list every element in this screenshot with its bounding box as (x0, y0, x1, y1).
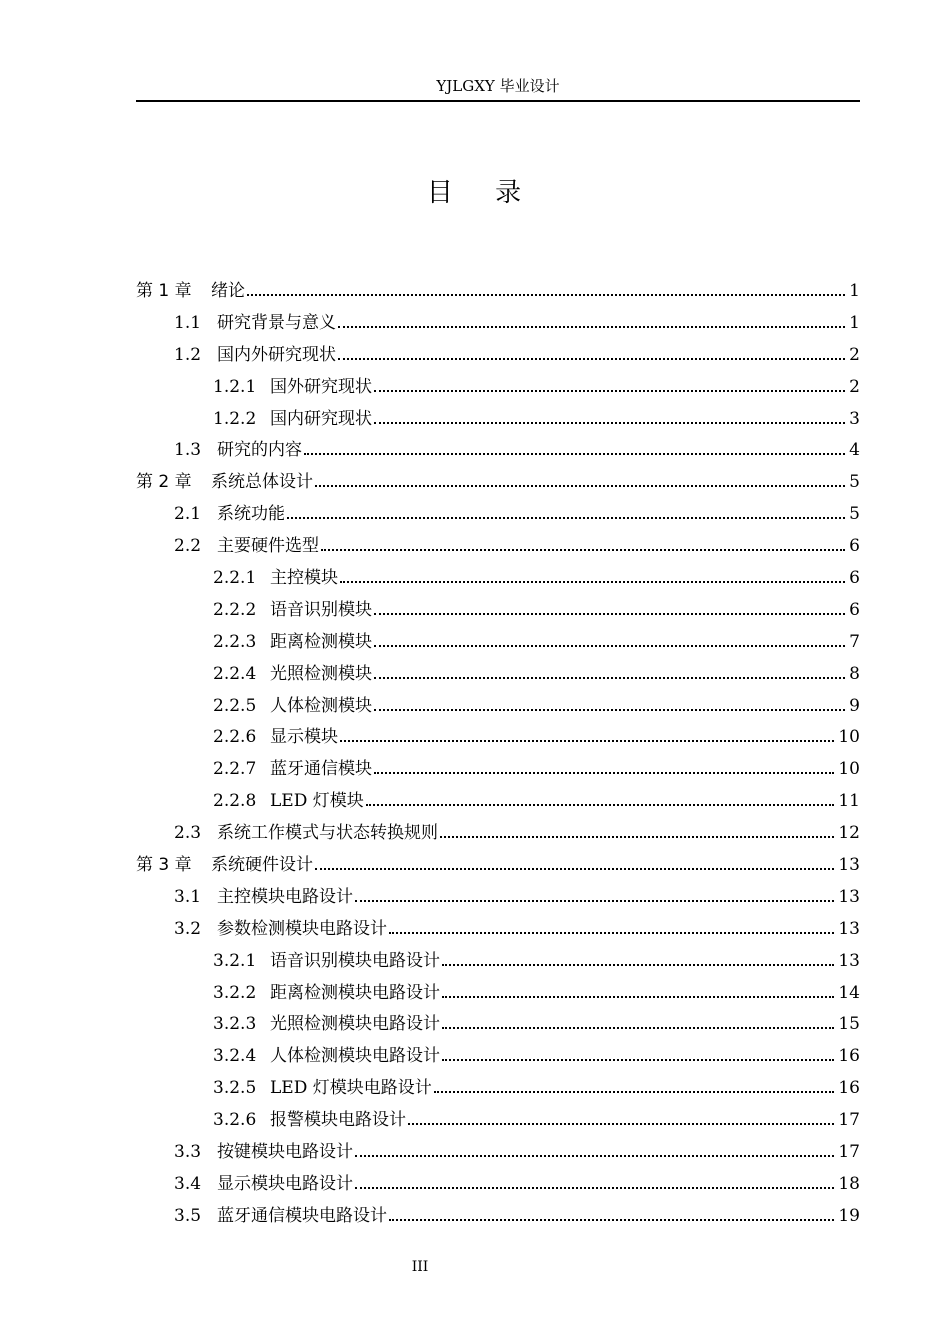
toc-entry[interactable] (136, 404, 860, 436)
toc-entry-page: 11 (838, 791, 860, 812)
toc-entry-title: 主控模块 (270, 568, 338, 589)
toc-entry-number: 2.2 (174, 536, 202, 557)
toc-entry-number: 3.2.4 (213, 1046, 257, 1067)
toc-entry-title: 距离检测模块电路设计 (270, 982, 440, 1003)
toc-entry[interactable] (136, 627, 860, 659)
toc-entry[interactable] (136, 1169, 860, 1201)
toc-entry-page: 4 (849, 440, 860, 461)
toc-entry-title: 按键模块电路设计 (217, 1142, 353, 1163)
toc-entry-number: 2.2.5 (213, 695, 257, 716)
toc-dot-leader (340, 740, 834, 742)
toc-entry-page: 1 (849, 312, 860, 333)
toc-dot-leader (374, 390, 845, 392)
toc-entry[interactable] (136, 850, 860, 882)
toc-entry-number: 1.2.1 (213, 376, 257, 397)
toc-entry-number: 3.4 (174, 1173, 202, 1194)
toc-entry[interactable] (136, 978, 860, 1010)
toc-dot-leader (374, 677, 845, 679)
toc-entry[interactable] (136, 659, 860, 691)
toc-entry[interactable] (136, 914, 860, 946)
toc-dot-leader (287, 517, 845, 519)
toc-dot-leader (374, 709, 845, 711)
toc-entry-title: 光照检测模块电路设计 (270, 1014, 440, 1035)
toc-title: 目 录 (426, 178, 524, 208)
toc-dot-leader (434, 1091, 835, 1093)
toc-entry-page: 14 (838, 982, 860, 1003)
toc-entry-title: 系统工作模式与状态转换规则 (217, 823, 438, 844)
toc-dot-leader (442, 964, 834, 966)
toc-entry-page: 15 (838, 1014, 860, 1035)
toc-dot-leader (389, 932, 834, 934)
toc-entry-page: 17 (838, 1142, 860, 1163)
toc-entry-page: 13 (838, 950, 860, 971)
toc-entry-page: 10 (838, 727, 860, 748)
toc-entry-page: 5 (849, 472, 860, 493)
toc-dot-leader (442, 996, 834, 998)
toc-entry[interactable] (136, 786, 860, 818)
toc-dot-leader (442, 1059, 834, 1061)
toc-dot-leader (338, 326, 845, 328)
header-rule (136, 100, 860, 102)
toc-entry-number: 3.2.6 (213, 1110, 257, 1131)
toc-entry[interactable] (136, 340, 860, 372)
toc-dot-leader (355, 1187, 834, 1189)
toc-entry[interactable] (136, 595, 860, 627)
toc-dot-leader (355, 1155, 834, 1157)
toc-dot-leader (374, 645, 845, 647)
toc-entry-title: 主控模块电路设计 (217, 886, 353, 907)
toc-entry[interactable] (136, 1041, 860, 1073)
toc-entry[interactable] (136, 754, 860, 786)
toc-dot-leader (440, 836, 834, 838)
toc-entry-page: 16 (838, 1078, 860, 1099)
toc-dot-leader (247, 294, 845, 296)
toc-entry-title: 显示模块电路设计 (217, 1173, 353, 1194)
toc-dot-leader (321, 549, 845, 551)
toc-entry[interactable] (136, 276, 860, 308)
toc-entry-page: 6 (849, 599, 860, 620)
toc-entry-title: 距离检测模块 (270, 631, 372, 652)
toc-entry-number: 3.3 (174, 1142, 202, 1163)
toc-entry-title: 人体检测模块 (270, 695, 372, 716)
toc-entry[interactable] (136, 435, 860, 467)
toc-entry-number: 2.2.2 (213, 599, 257, 620)
toc-dot-leader (408, 1123, 834, 1125)
toc-entry[interactable] (136, 882, 860, 914)
toc-entry-title: 系统硬件设计 (211, 855, 313, 876)
toc-entry[interactable] (136, 818, 860, 850)
toc-entry-title: 语音识别模块 (270, 599, 372, 620)
toc-entry-title: 蓝牙通信模块电路设计 (217, 1205, 387, 1226)
toc-entry-page: 10 (838, 759, 860, 780)
toc-entry-page: 6 (849, 568, 860, 589)
toc-entry[interactable] (136, 499, 860, 531)
toc-entry[interactable] (136, 946, 860, 978)
toc-entry-title: 系统总体设计 (211, 472, 313, 493)
toc-entry-title: 系统功能 (217, 504, 285, 525)
toc-list (136, 276, 860, 1233)
toc-entry[interactable] (136, 1137, 860, 1169)
toc-entry-number: 3.1 (174, 886, 202, 907)
toc-entry-number: 3.2.5 (213, 1078, 257, 1099)
toc-entry-title: 光照检测模块 (270, 663, 372, 684)
toc-entry[interactable] (136, 563, 860, 595)
toc-entry-number: 3.2.2 (213, 982, 257, 1003)
toc-entry-number: 第 1 章 (136, 281, 192, 301)
toc-entry-title: 语音识别模块电路设计 (270, 950, 440, 971)
toc-entry-page: 18 (838, 1173, 860, 1194)
toc-entry[interactable] (136, 691, 860, 723)
toc-entry-page: 2 (849, 376, 860, 397)
toc-entry-page: 6 (849, 536, 860, 557)
toc-dot-leader (315, 485, 845, 487)
toc-entry-number: 第 2 章 (136, 472, 192, 493)
toc-entry[interactable] (136, 372, 860, 404)
toc-dot-leader (355, 900, 834, 902)
toc-entry-number: 2.2.3 (213, 631, 257, 652)
toc-entry-page: 9 (849, 695, 860, 716)
toc-entry-number: 2.2.8 (213, 791, 257, 812)
toc-entry-page: 13 (838, 886, 860, 907)
toc-entry[interactable] (136, 1105, 860, 1137)
toc-entry-number: 3.2.3 (213, 1014, 257, 1035)
toc-entry-number: 2.2.7 (213, 759, 257, 780)
toc-dot-leader (374, 613, 845, 615)
toc-entry-number: 2.3 (174, 823, 202, 844)
toc-entry-number: 1.2 (174, 344, 202, 365)
toc-entry-page: 13 (838, 855, 860, 876)
toc-entry-page: 13 (838, 918, 860, 939)
toc-dot-leader (340, 581, 845, 583)
toc-dot-leader (374, 772, 834, 774)
toc-entry-page: 12 (838, 823, 860, 844)
toc-entry-page: 3 (849, 408, 860, 429)
toc-dot-leader (315, 868, 834, 870)
toc-entry-number: 3.2 (174, 918, 202, 939)
toc-entry-page: 1 (849, 281, 860, 301)
toc-dot-leader (304, 453, 845, 455)
toc-dot-leader (442, 1027, 834, 1029)
toc-entry[interactable] (136, 1073, 860, 1105)
toc-entry[interactable] (136, 467, 860, 499)
toc-entry-number: 2.2.1 (213, 568, 257, 589)
toc-entry-number: 1.3 (174, 440, 202, 461)
toc-entry-number: 1.1 (174, 312, 202, 333)
toc-entry-title: 人体检测模块电路设计 (270, 1046, 440, 1067)
toc-entry[interactable] (136, 531, 860, 563)
toc-entry-page: 7 (849, 631, 860, 652)
toc-entry-title: 蓝牙通信模块 (270, 759, 372, 780)
toc-entry[interactable] (136, 722, 860, 754)
toc-entry-page: 17 (838, 1110, 860, 1131)
toc-dot-leader (366, 804, 835, 806)
toc-entry-title: 报警模块电路设计 (270, 1110, 406, 1131)
toc-entry-title: 参数检测模块电路设计 (217, 918, 387, 939)
toc-entry-number: 2.2.4 (213, 663, 257, 684)
toc-entry-title: 绪论 (211, 281, 245, 301)
toc-entry-page: 5 (849, 504, 860, 525)
page-number: III (411, 1259, 429, 1275)
toc-entry-title: 主要硬件选型 (217, 536, 319, 557)
toc-dot-leader (389, 1219, 834, 1221)
toc-entry-title: LED 灯模块电路设计 (270, 1078, 432, 1099)
toc-entry-title: LED 灯模块 (270, 791, 364, 812)
toc-entry-page: 19 (838, 1205, 860, 1226)
toc-dot-leader (338, 358, 845, 360)
toc-entry-number: 第 3 章 (136, 855, 192, 876)
toc-entry[interactable] (136, 308, 860, 340)
toc-entry-title: 国外研究现状 (270, 376, 372, 397)
toc-entry[interactable] (136, 1201, 860, 1233)
toc-entry-number: 3.5 (174, 1205, 202, 1226)
toc-entry-title: 研究背景与意义 (217, 312, 336, 333)
toc-entry-number: 1.2.2 (213, 408, 257, 429)
toc-entry-number: 2.1 (174, 504, 202, 525)
toc-entry-number: 3.2.1 (213, 950, 257, 971)
toc-entry-page: 2 (849, 344, 860, 365)
toc-entry-title: 国内研究现状 (270, 408, 372, 429)
toc-entry-title: 研究的内容 (217, 440, 302, 461)
page-header: YJLGXY 毕业设计 (436, 77, 560, 95)
toc-dot-leader (374, 422, 845, 424)
toc-entry-title: 国内外研究现状 (217, 344, 336, 365)
toc-entry-page: 8 (849, 663, 860, 684)
toc-entry[interactable] (136, 1009, 860, 1041)
toc-entry-title: 显示模块 (270, 727, 338, 748)
toc-entry-page: 16 (838, 1046, 860, 1067)
toc-entry-number: 2.2.6 (213, 727, 257, 748)
